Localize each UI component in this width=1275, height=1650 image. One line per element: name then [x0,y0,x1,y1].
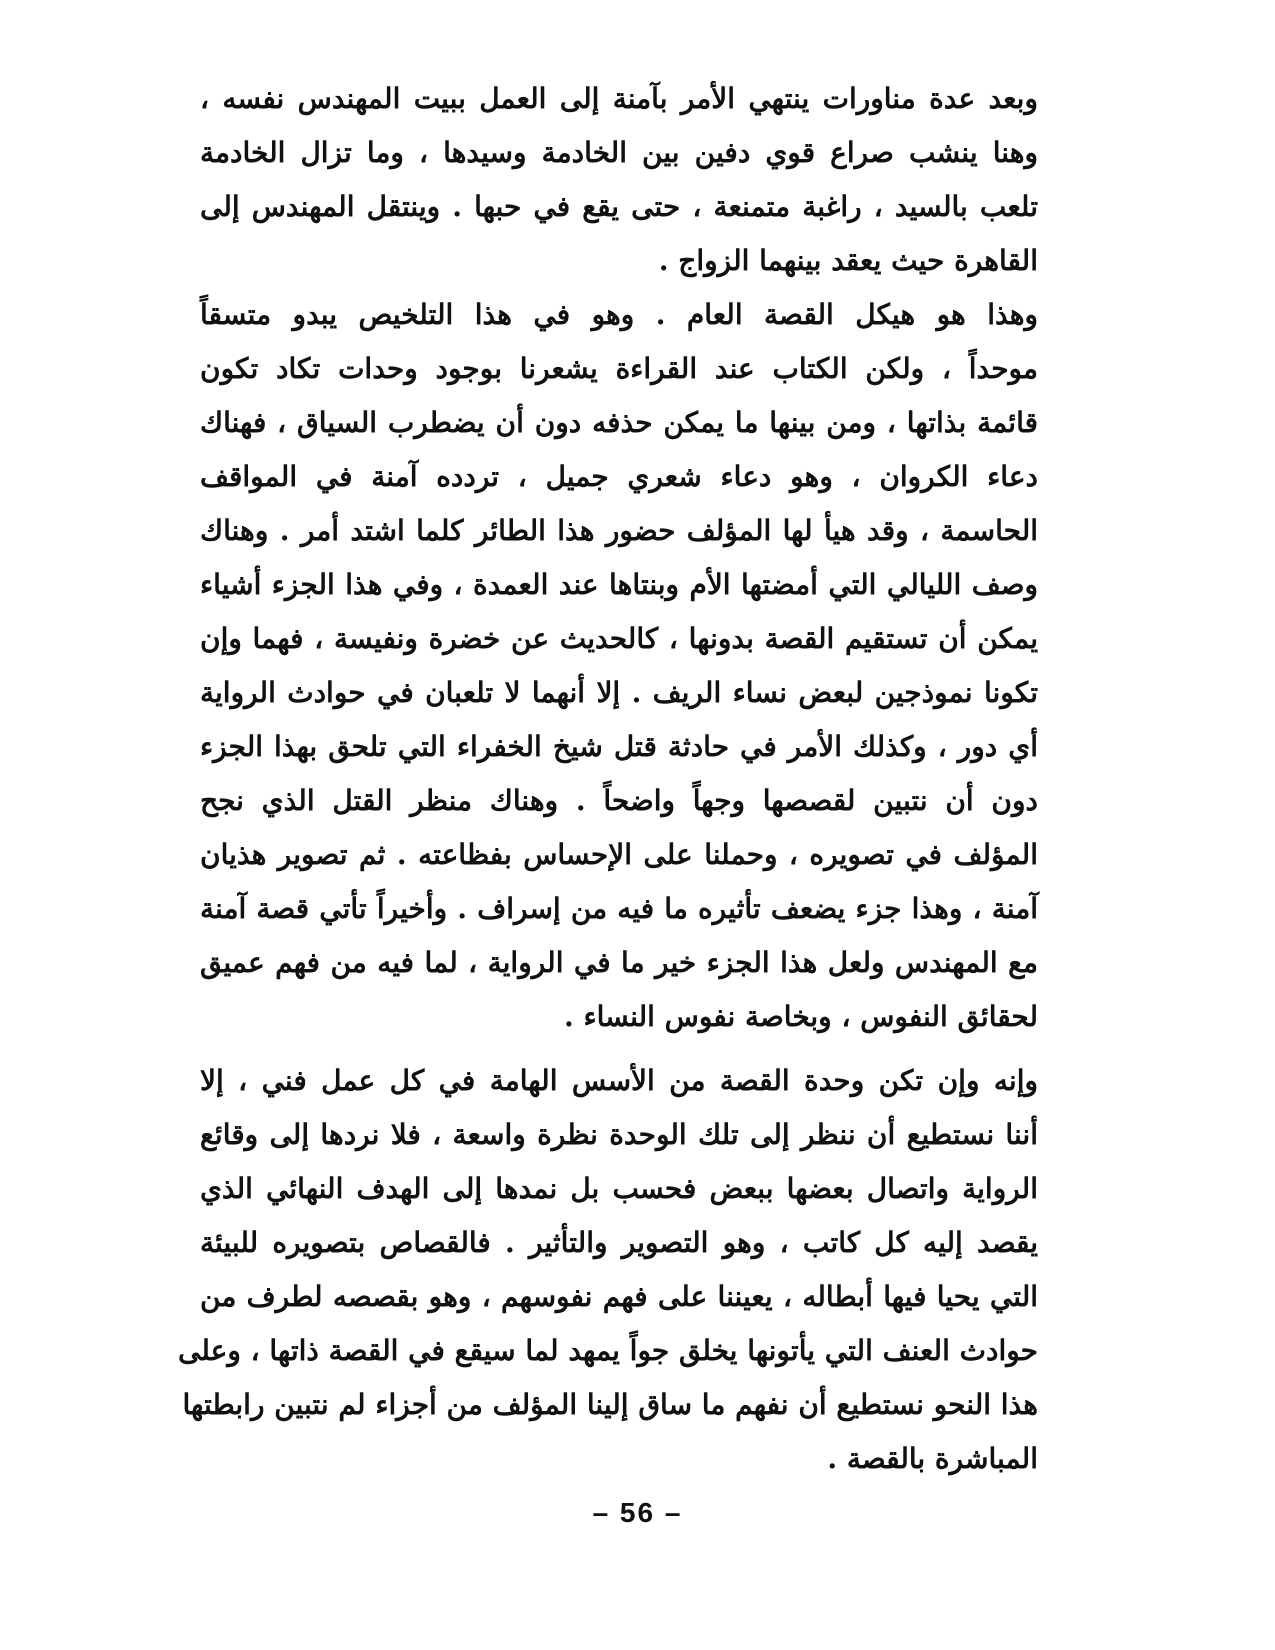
text-line: دون أن نتبين لقصصها وجهاً واضحاً . وهناك منظر القتل الذي نجح [200,784,1038,817]
text-line: وهذا هو هيكل القصة العام . وهو في هذا التلخيص يبدو متسقاً [200,298,1038,331]
text-line: المؤلف في تصويره ، وحملنا على الإحساس بفظاعته . ثم تصوير هذيان [200,838,1038,871]
text-line: الحاسمة ، وقد هيأ لها المؤلف حضور هذا الطائر كلما اشتد أمر . وهناك [200,514,1038,547]
text-line: وبعد عدة مناورات ينتهي الأمر بآمنة إلى العمل ببيت المهندس نفسه ، [200,82,1038,115]
text-line: وإنه وإن تكن وحدة القصة من الأسس الهامة في كل عمل فني ، إلا [200,1064,1038,1097]
text-line: الرواية واتصال بعضها ببعض فحسب بل نمدها إلى الهدف النهائي الذي [200,1172,1038,1205]
text-line: وصف الليالي التي أمضتها الأم وبنتاها عند العمدة ، وفي هذا الجزء أشياء [200,568,1038,601]
text-line: تكونا نموذجين لبعض نساء الريف . إلا أنهما لا تلعبان في حوادث الرواية [200,676,1038,709]
text-line: حوادث العنف التي يأتونها يخلق جواً يمهد لما سيقع في القصة ذاتها ، وعلى [178,1334,1038,1367]
text-line: وهنا ينشب صراع قوي دفين بين الخادمة وسيدها ، وما تزال الخادمة [200,136,1038,169]
text-line: يمكن أن تستقيم القصة بدونها ، كالحديث عن خضرة ونفيسة ، فهما وإن [200,622,1038,655]
text-line: تلعب بالسيد ، راغبة متمنعة ، حتى يقع في حبها . وينتقل المهندس إلى [200,190,1038,223]
text-line: دعاء الكروان ، وهو دعاء شعري جميل ، تردده آمنة في المواقف [200,460,1038,493]
text-line: آمنة ، وهذا جزء يضعف تأثيره ما فيه من إسراف . وأخيراً تأتي قصة آمنة [200,892,1038,925]
text-line: هذا النحو نستطيع أن نفهم ما ساق إلينا المؤلف من أجزاء لم نتبين رابطتها [182,1388,1038,1421]
paragraph-1 [200,72,1038,288]
body-text [178,72,1038,1486]
text-line: التي يحيا فيها أبطاله ، يعيننا على فهم نفوسهم ، وهو بقصصه لطرف من [200,1280,1038,1313]
text-line: موحداً ، ولكن الكتاب عند القراءة يشعرنا بوجود وحدات تكاد تكون [200,352,1038,385]
paragraph-spacer [200,1044,1038,1054]
text-line: المباشرة بالقصة . [827,1442,1038,1475]
paragraph-3 [178,1054,1038,1486]
paragraph-2 [200,288,1038,1044]
text-line: مع المهندس ولعل هذا الجزء خير ما في الرواية ، لما فيه من فهم عميق [200,946,1038,979]
page-number: – 56 – [592,1497,683,1528]
text-line: يقصد إليه كل كاتب ، وهو التصوير والتأثير . فالقصاص بتصويره للبيئة [200,1226,1038,1259]
text-line: أننا نستطيع أن ننظر إلى تلك الوحدة نظرة واسعة ، فلا نردها إلى وقائع [200,1118,1038,1151]
text-line: لحقائق النفوس ، وبخاصة نفوس النساء . [563,1000,1038,1033]
text-line: القاهرة حيث يعقد بينهما الزواج . [658,244,1038,277]
text-line: أي دور ، وكذلك الأمر في حادثة قتل شيخ الخفراء التي تلحق بهذا الجزء [200,730,1038,763]
text-line: قائمة بذاتها ، ومن بينها ما يمكن حذفه دون أن يضطرب السياق ، فهناك [200,406,1038,439]
